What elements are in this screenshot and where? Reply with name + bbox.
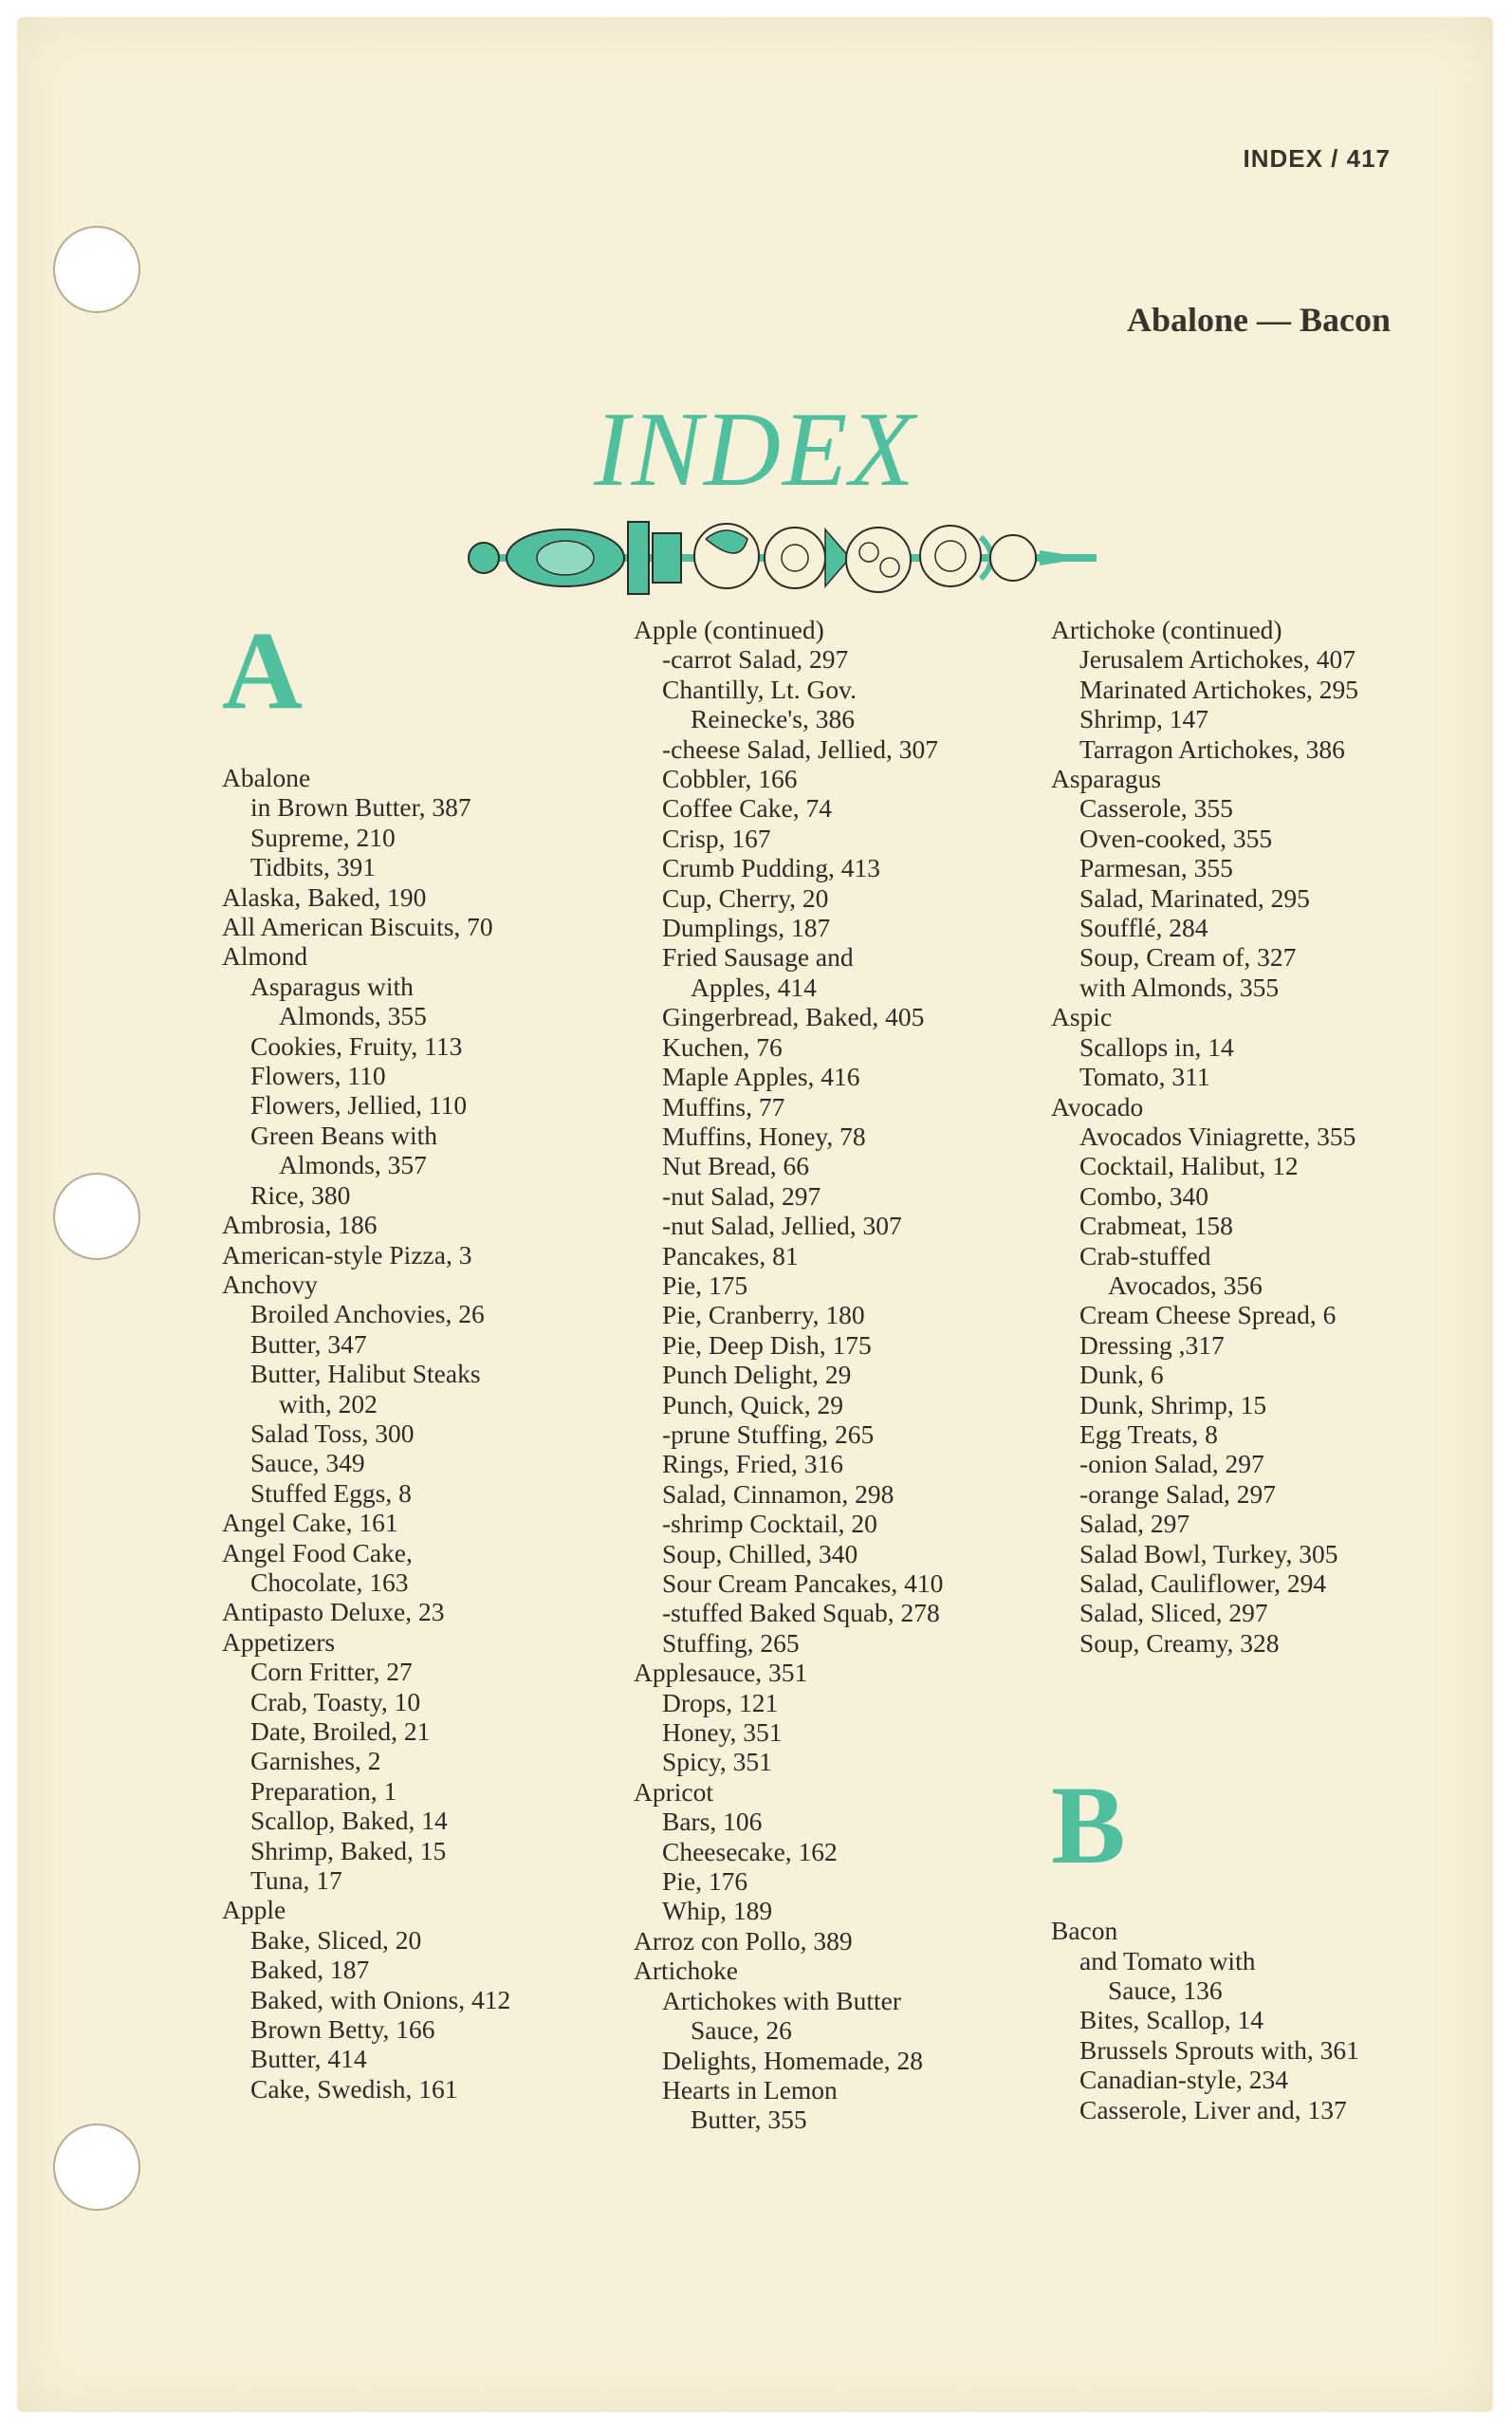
index-entry: Jerusalem Artichokes, 407 bbox=[1079, 644, 1355, 675]
index-entry: Salad Bowl, Turkey, 305 bbox=[1079, 1538, 1338, 1568]
index-entry: Scallop, Baked, 14 bbox=[250, 1806, 448, 1836]
index-entry: -nut Salad, Jellied, 307 bbox=[662, 1211, 902, 1241]
index-entry: -carrot Salad, 297 bbox=[662, 644, 849, 675]
index-entry: -onion Salad, 297 bbox=[1079, 1449, 1264, 1479]
index-entry: Baked, with Onions, 412 bbox=[250, 1984, 511, 2014]
index-entry: Pie, 176 bbox=[662, 1866, 748, 1897]
index-entry: Tarragon Artichokes, 386 bbox=[1079, 733, 1345, 764]
index-entry: Artichoke bbox=[634, 1956, 738, 1986]
index-entry: Honey, 351 bbox=[662, 1717, 783, 1748]
index-entry: Pie, 175 bbox=[662, 1270, 748, 1300]
index-entry: Brown Betty, 166 bbox=[250, 2014, 435, 2045]
index-entry: Butter, 355 bbox=[691, 2105, 807, 2135]
index-entry: Bars, 106 bbox=[662, 1807, 763, 1837]
index-entry: Apricot bbox=[634, 1776, 714, 1807]
index-entry: Alaska, Baked, 190 bbox=[222, 881, 427, 912]
index-entry: Chantilly, Lt. Gov. bbox=[662, 674, 857, 704]
index-entry: Avocados, 356 bbox=[1108, 1270, 1263, 1300]
index-entry: Pie, Deep Dish, 175 bbox=[662, 1329, 872, 1360]
index-entry: Butter, Halibut Steaks bbox=[250, 1359, 481, 1389]
index-entry: American-style Pizza, 3 bbox=[222, 1239, 472, 1270]
index-entry: Asparagus bbox=[1051, 764, 1162, 794]
index-entry: Dunk, Shrimp, 15 bbox=[1079, 1389, 1267, 1419]
index-entry: Kuchen, 76 bbox=[662, 1031, 783, 1062]
index-entry: Crisp, 167 bbox=[662, 823, 771, 853]
index-entry: Cobbler, 166 bbox=[662, 764, 798, 794]
page-title: INDEX bbox=[594, 391, 916, 509]
index-entry: Angel Food Cake, bbox=[222, 1537, 413, 1567]
section-letter-b: B bbox=[1051, 1763, 1126, 1888]
index-entry: Spicy, 351 bbox=[662, 1747, 772, 1777]
index-entry: Scallops in, 14 bbox=[1079, 1031, 1234, 1062]
index-column-1 bbox=[222, 608, 620, 2104]
index-entry: Chocolate, 163 bbox=[250, 1567, 409, 1597]
index-entry: Stuffed Eggs, 8 bbox=[250, 1477, 412, 1508]
binder-hole-top bbox=[53, 226, 140, 313]
index-entry: Cream Cheese Spread, 6 bbox=[1079, 1300, 1337, 1330]
index-entry: Stuffing, 265 bbox=[662, 1627, 800, 1658]
index-entry: Almond bbox=[222, 941, 308, 972]
index-entry: Casserole, Liver and, 137 bbox=[1079, 2094, 1347, 2124]
index-entry: Broiled Anchovies, 26 bbox=[250, 1299, 485, 1329]
index-entries-list bbox=[222, 763, 620, 2104]
index-entry: Salad, Cinnamon, 298 bbox=[662, 1478, 894, 1509]
index-entry: Reinecke's, 386 bbox=[691, 704, 855, 734]
index-entry: Tidbits, 391 bbox=[250, 852, 376, 882]
index-entry: Anchovy bbox=[222, 1269, 318, 1299]
index-entry: Egg Treats, 8 bbox=[1079, 1418, 1218, 1449]
index-entry: Parmesan, 355 bbox=[1079, 853, 1233, 883]
index-entry: Coffee Cake, 74 bbox=[662, 793, 832, 824]
index-entry: Nut Bread, 66 bbox=[662, 1151, 810, 1181]
index-entry: and Tomato with bbox=[1079, 1945, 1256, 1975]
index-entry: Sauce, 136 bbox=[1108, 1975, 1223, 2006]
index-entry: -prune Stuffing, 265 bbox=[662, 1418, 875, 1449]
index-entry: Apples, 414 bbox=[691, 972, 817, 1002]
page-number-header: INDEX / 417 bbox=[1243, 144, 1391, 173]
index-entry: Applesauce, 351 bbox=[634, 1658, 808, 1688]
index-entry: Sauce, 26 bbox=[691, 2015, 792, 2046]
index-entry: Muffins, 77 bbox=[662, 1091, 785, 1122]
index-entry: Bacon bbox=[1051, 1916, 1118, 1946]
index-entry: Salad, Cauliflower, 294 bbox=[1079, 1568, 1327, 1598]
index-entry: Shrimp, 147 bbox=[1079, 704, 1208, 734]
index-entry: Soup, Chilled, 340 bbox=[662, 1538, 858, 1568]
index-entry: Tuna, 17 bbox=[250, 1865, 342, 1896]
index-column-2 bbox=[634, 615, 1051, 2135]
index-entry: Avocado bbox=[1051, 1091, 1144, 1122]
index-entry: Salad Toss, 300 bbox=[250, 1418, 415, 1448]
index-entry: Cup, Cherry, 20 bbox=[662, 882, 829, 913]
index-entry: Bake, Sliced, 20 bbox=[250, 1924, 422, 1955]
index-entry: Butter, 347 bbox=[250, 1328, 367, 1359]
index-entries-list bbox=[634, 615, 1051, 2135]
index-entry: Soup, Creamy, 328 bbox=[1079, 1627, 1280, 1658]
index-entry: -orange Salad, 297 bbox=[1079, 1478, 1276, 1509]
index-entry: Cookies, Fruity, 113 bbox=[250, 1030, 463, 1061]
index-entry: Pancakes, 81 bbox=[662, 1240, 799, 1270]
index-entry: All American Biscuits, 70 bbox=[222, 912, 493, 942]
index-entry: Rings, Fried, 316 bbox=[662, 1449, 843, 1479]
section-letter-a: A bbox=[222, 608, 304, 732]
index-entry: Almonds, 355 bbox=[279, 1001, 427, 1031]
index-entry: Preparation, 1 bbox=[250, 1775, 397, 1806]
index-entry: -nut Salad, 297 bbox=[662, 1180, 821, 1211]
page-range-header: Abalone — Bacon bbox=[1126, 301, 1391, 339]
index-entry: Punch Delight, 29 bbox=[662, 1360, 852, 1390]
index-entry: with Almonds, 355 bbox=[1079, 972, 1280, 1002]
index-entry: Asparagus with bbox=[250, 971, 414, 1001]
index-entry: Salad, Marinated, 295 bbox=[1079, 882, 1310, 913]
index-entry: Arroz con Pollo, 389 bbox=[634, 1925, 853, 1956]
index-entry: Supreme, 210 bbox=[250, 822, 396, 852]
index-entry: Shrimp, Baked, 15 bbox=[250, 1835, 447, 1865]
index-entry: Aspic bbox=[1051, 1002, 1113, 1032]
index-entry: Tomato, 311 bbox=[1079, 1062, 1210, 1092]
index-entry: Salad, 297 bbox=[1079, 1509, 1190, 1539]
index-entry: Salad, Sliced, 297 bbox=[1079, 1598, 1268, 1628]
index-entry: Soup, Cream of, 327 bbox=[1079, 942, 1297, 973]
index-entry: Avocados Viniagrette, 355 bbox=[1079, 1121, 1356, 1151]
index-entry: Maple Apples, 416 bbox=[662, 1062, 860, 1092]
index-entry: Green Beans with bbox=[250, 1120, 438, 1150]
index-entry: Crumb Pudding, 413 bbox=[662, 853, 880, 883]
index-entry: Ambrosia, 186 bbox=[222, 1210, 378, 1240]
index-entries-list bbox=[1051, 615, 1468, 1658]
index-entry: -stuffed Baked Squab, 278 bbox=[662, 1598, 940, 1628]
index-entry: Sour Cream Pancakes, 410 bbox=[662, 1568, 944, 1598]
index-entry: Almonds, 357 bbox=[279, 1150, 427, 1180]
index-entry: Delights, Homemade, 28 bbox=[662, 2045, 923, 2075]
index-entry: Rice, 380 bbox=[250, 1179, 351, 1210]
index-entry: Baked, 187 bbox=[250, 1955, 370, 1985]
index-entry: Punch, Quick, 29 bbox=[662, 1389, 843, 1419]
index-entry: Artichoke (continued) bbox=[1051, 615, 1282, 644]
index-entry: Cocktail, Halibut, 12 bbox=[1079, 1151, 1299, 1181]
index-entry: Bites, Scallop, 14 bbox=[1079, 2005, 1264, 2035]
index-column-3 bbox=[1051, 615, 1468, 2124]
index-entry: Brussels Sprouts with, 361 bbox=[1079, 2034, 1359, 2065]
index-entry: Dumplings, 187 bbox=[662, 913, 831, 943]
index-entry: Hearts in Lemon bbox=[662, 2074, 838, 2105]
index-entry: Angel Cake, 161 bbox=[222, 1508, 398, 1538]
index-entry: Abalone bbox=[222, 763, 311, 792]
index-entry: Combo, 340 bbox=[1079, 1180, 1208, 1211]
index-entry: Garnishes, 2 bbox=[250, 1746, 381, 1776]
index-entry: with, 202 bbox=[279, 1388, 378, 1418]
index-entry: Flowers, Jellied, 110 bbox=[250, 1090, 468, 1121]
index-entry: Drops, 121 bbox=[662, 1687, 779, 1717]
index-entry: Whip, 189 bbox=[662, 1896, 773, 1926]
index-entry: Artichokes with Butter bbox=[662, 1985, 902, 2015]
index-entry: -shrimp Cocktail, 20 bbox=[662, 1509, 877, 1539]
index-entry: Crabmeat, 158 bbox=[1079, 1211, 1233, 1241]
index-entry: Apple bbox=[222, 1895, 286, 1925]
index-entry: Sauce, 349 bbox=[250, 1448, 365, 1478]
index-entry: Butter, 414 bbox=[250, 2044, 367, 2074]
index-entry: Muffins, Honey, 78 bbox=[662, 1121, 866, 1151]
index-entry: Crab, Toasty, 10 bbox=[250, 1686, 421, 1716]
index-entry: Fried Sausage and bbox=[662, 942, 854, 973]
binder-hole-middle bbox=[53, 1173, 140, 1260]
index-entry: Oven-cooked, 355 bbox=[1079, 823, 1273, 853]
index-entry: Crab-stuffed bbox=[1079, 1240, 1211, 1270]
index-entry: Marinated Artichokes, 295 bbox=[1079, 674, 1359, 704]
index-entry: Antipasto Deluxe, 23 bbox=[222, 1597, 445, 1627]
index-entry: Apple (continued) bbox=[634, 615, 824, 644]
index-entry: Dunk, 6 bbox=[1079, 1360, 1164, 1390]
index-entries-list bbox=[1051, 1916, 1468, 2124]
index-entry: Gingerbread, Baked, 405 bbox=[662, 1002, 925, 1032]
index-entry: Date, Broiled, 21 bbox=[250, 1716, 431, 1746]
index-entry: Cheesecake, 162 bbox=[662, 1836, 838, 1866]
index-entry: Pie, Cranberry, 180 bbox=[662, 1300, 865, 1330]
index-entry: Corn Fritter, 27 bbox=[250, 1657, 413, 1687]
index-entry: Cake, Swedish, 161 bbox=[250, 2073, 458, 2104]
binder-hole-bottom bbox=[53, 2123, 140, 2211]
index-entry: Flowers, 110 bbox=[250, 1061, 386, 1091]
index-entry: Appetizers bbox=[222, 1626, 336, 1657]
index-entry: Canadian-style, 234 bbox=[1079, 2065, 1288, 2095]
index-entry: Soufflé, 284 bbox=[1079, 913, 1208, 943]
index-entry: in Brown Butter, 387 bbox=[250, 792, 471, 823]
index-page bbox=[17, 17, 1493, 2412]
index-entry: Casserole, 355 bbox=[1079, 793, 1233, 824]
index-entry: Dressing ,317 bbox=[1079, 1329, 1225, 1360]
decorative-ornament-icon bbox=[461, 501, 1106, 615]
index-entry: -cheese Salad, Jellied, 307 bbox=[662, 733, 938, 764]
